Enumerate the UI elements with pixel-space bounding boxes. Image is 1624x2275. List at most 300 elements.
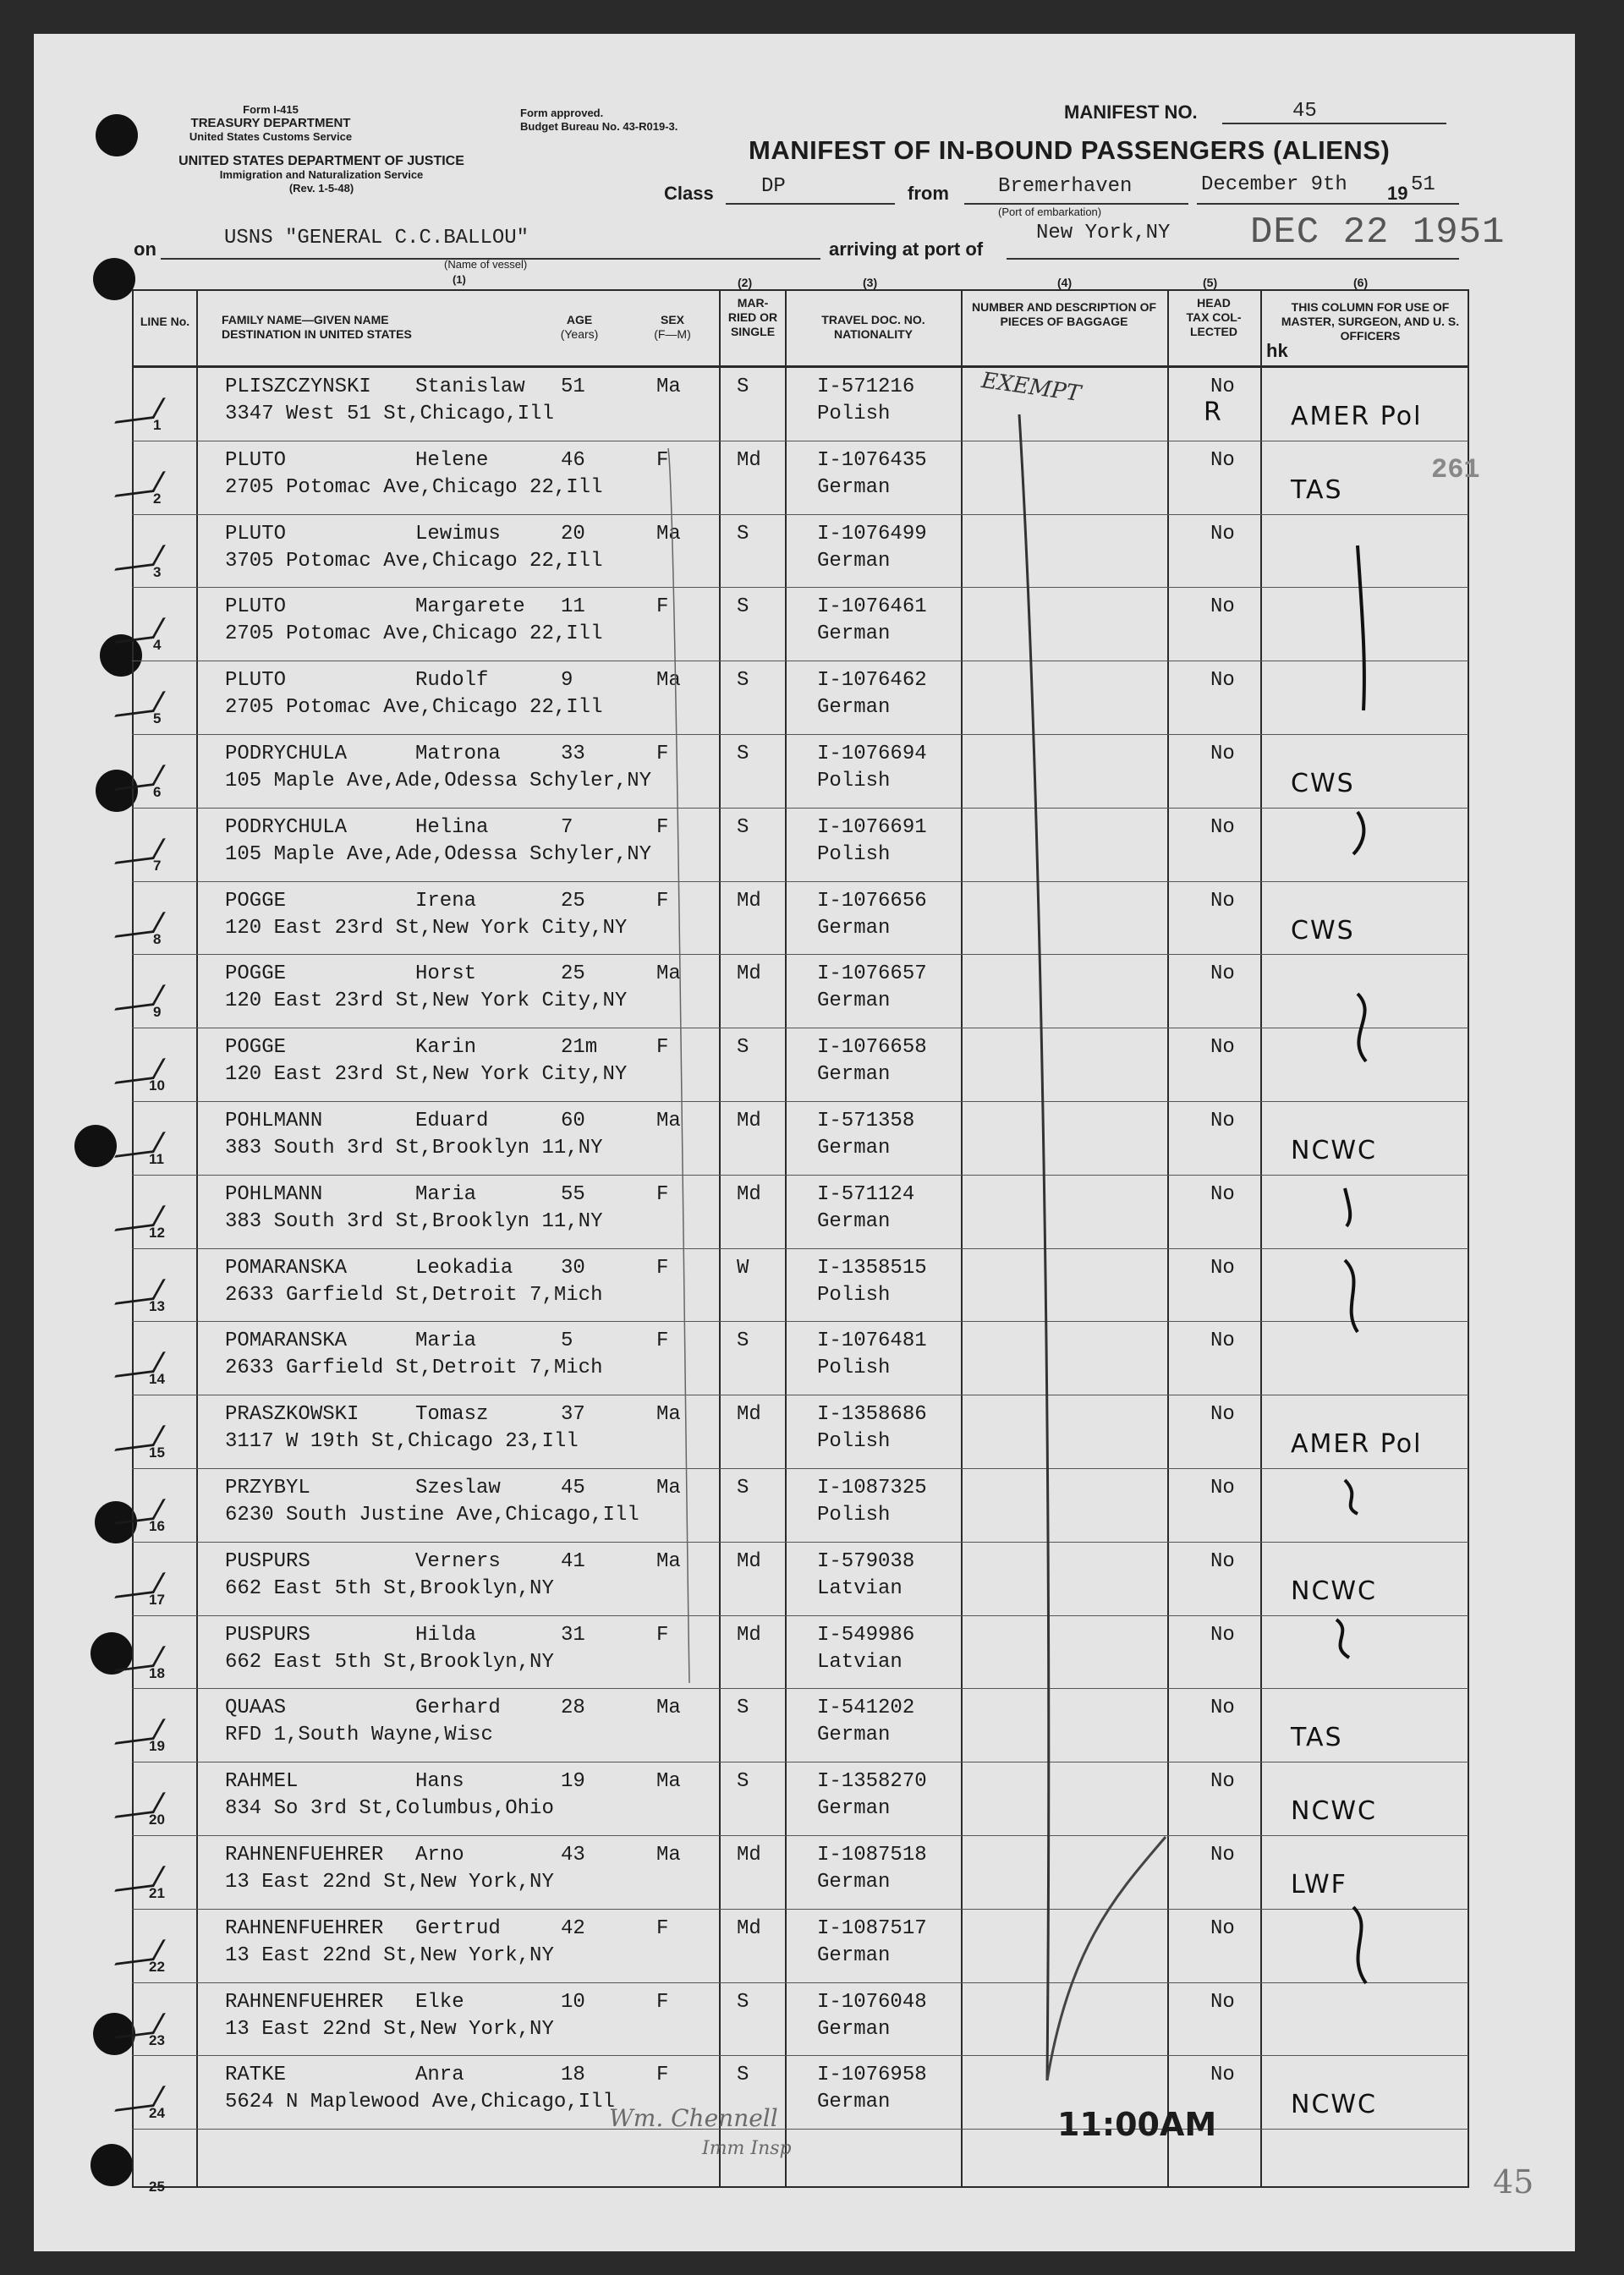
marital-status: S [737, 1770, 749, 1794]
travel-doc: I-1076656 [817, 889, 927, 913]
nationality: German [817, 1724, 891, 1747]
travel-doc: I-1076657 [817, 962, 927, 986]
col-remarks-header: THIS COLUMN FOR USE OF MASTER, SURGEON, AND U. S. OFFICERS [1281, 300, 1460, 343]
arrival-port: New York,NY [1036, 222, 1171, 244]
head-tax: No [1210, 1697, 1235, 1720]
destination: 834 So 3rd St,Columbus,Ohio [225, 1797, 554, 1821]
family-name: RAHNENFUEHRER [225, 1916, 384, 1940]
col-num: (4) [1057, 276, 1073, 289]
family-name: PUSPURS [225, 1549, 310, 1573]
sex: F [656, 743, 669, 765]
line-number: 2 [153, 490, 162, 507]
line-number: 7 [153, 857, 162, 874]
marital-status: Md [737, 1623, 761, 1647]
line-number: 15 [149, 1444, 165, 1461]
officer-remark: NCWC [1291, 2090, 1377, 2120]
age: 25 [561, 962, 585, 986]
marital-status: S [737, 669, 749, 693]
given-name: Maria [415, 1329, 477, 1353]
sex: F [656, 595, 669, 619]
head-tax: No [1210, 889, 1235, 913]
port-embarkation-caption: (Port of embarkation) [998, 206, 1102, 218]
marital-status: S [737, 743, 749, 765]
sex: F [656, 815, 669, 839]
vessel-name: USNS "GENERAL C.C.BALLOU" [224, 227, 529, 249]
destination: 120 East 23rd St,New York City,NY [225, 916, 628, 940]
given-name: Tomasz [415, 1403, 489, 1427]
officer-remark: TAS [1291, 474, 1343, 505]
given-name: Maria [415, 1182, 477, 1206]
given-name: Helene [415, 448, 489, 472]
destination: 383 South 3rd St,Brooklyn 11,NY [225, 1209, 603, 1233]
family-name: POMARANSKA [225, 1256, 348, 1280]
nationality: Polish [817, 1357, 891, 1380]
family-name: RATKE [225, 2064, 287, 2087]
ditto-mark [1358, 545, 1364, 710]
line-number: 19 [149, 1738, 165, 1755]
marital-status: S [737, 2064, 749, 2087]
family-name: POMARANSKA [225, 1329, 348, 1353]
family-name: PODRYCHULA [225, 815, 348, 839]
ditto-mark [1353, 812, 1363, 854]
age: 37 [561, 1403, 585, 1427]
col-sex-title: SEX [660, 313, 684, 326]
travel-doc: I-1076658 [817, 1036, 927, 1060]
travel-doc: I-1076048 [817, 1990, 927, 2014]
col-name-title: FAMILY NAME—GIVEN NAME [222, 313, 389, 326]
age: 19 [561, 1770, 585, 1794]
page-number: 45 [1493, 2163, 1534, 2201]
nationality: Polish [817, 403, 891, 425]
sex: Ma [656, 1844, 681, 1867]
col-destination-title: DESTINATION IN UNITED STATES [222, 327, 412, 341]
marital-status: S [737, 1697, 749, 1720]
family-name: RAHNENFUEHRER [225, 1990, 384, 2014]
line-number: 13 [149, 1297, 165, 1314]
class-label: Class [664, 183, 714, 204]
given-name: Irena [415, 889, 477, 913]
col-headtax-header: HEAD TAX COL- LECTED [1186, 296, 1242, 338]
vessel-caption: (Name of vessel) [444, 258, 528, 271]
marital-status: Md [737, 1844, 761, 1867]
family-name: PLISZCZYNSKI [225, 376, 371, 398]
given-name: Szeslaw [415, 1477, 501, 1499]
age: 31 [561, 1623, 585, 1647]
col-age-title: AGE [566, 313, 593, 326]
line-number: 20 [149, 1812, 165, 1828]
justice-dept: UNITED STATES DEPARTMENT OF JUSTICE [178, 154, 464, 168]
destination: 2705 Potomac Ave,Chicago 22,Ill [225, 475, 603, 499]
destination: RFD 1,South Wayne,Wisc [225, 1724, 493, 1747]
stamp-number: 261 [1431, 454, 1480, 485]
nationality: German [817, 916, 891, 940]
age: 46 [561, 448, 585, 472]
sex: F [656, 1990, 669, 2014]
family-name: RAHMEL [225, 1770, 299, 1794]
sex: Ma [656, 962, 681, 986]
head-tax: No [1210, 1770, 1235, 1794]
age: 51 [561, 376, 585, 398]
line-number: 9 [153, 1004, 162, 1021]
nationality: Latvian [817, 1576, 903, 1600]
sex: F [656, 1256, 669, 1280]
head-tax: No [1210, 2064, 1235, 2087]
age: 21m [561, 1036, 598, 1060]
head-tax: No [1210, 1477, 1235, 1499]
marital-status: S [737, 1990, 749, 2014]
marital-status: S [737, 522, 749, 545]
family-name: PUSPURS [225, 1623, 310, 1647]
baggage-check-stroke [1047, 1837, 1166, 2080]
ditto-mark [1345, 1188, 1350, 1226]
marital-status: Md [737, 889, 761, 913]
head-tax: No [1210, 1916, 1235, 1940]
line-number: 10 [149, 1077, 165, 1094]
destination: 105 Maple Ave,Ade,Odessa Schyler,NY [225, 770, 652, 792]
marital-status: Md [737, 1916, 761, 1940]
ditto-mark [1345, 1480, 1358, 1514]
on-label: on [134, 238, 156, 260]
sex: F [656, 1623, 669, 1647]
destination: 13 East 22nd St,New York,NY [225, 1943, 554, 1967]
officer-remark: NCWC [1291, 1576, 1377, 1606]
age: 28 [561, 1697, 585, 1720]
age: 25 [561, 889, 585, 913]
destination: 105 Maple Ave,Ade,Odessa Schyler,NY [225, 842, 652, 866]
destination: 2633 Garfield St,Detroit 7,Mich [225, 1357, 603, 1380]
officer-remark: CWS [1291, 915, 1355, 946]
marital-status: S [737, 1036, 749, 1060]
age: 10 [561, 1990, 585, 2014]
col-marital-header: MAR- RIED OR SINGLE [727, 296, 778, 338]
marital-status: Md [737, 1182, 761, 1206]
from-label: from [908, 183, 949, 204]
head-tax: No [1210, 669, 1235, 693]
ditto-mark [1353, 1907, 1366, 1983]
given-name: Arno [415, 1844, 464, 1867]
sex: Ma [656, 1477, 681, 1499]
travel-doc: I-571358 [817, 1110, 915, 1132]
nationality: German [817, 696, 891, 720]
age: 20 [561, 522, 585, 545]
travel-doc: I-1087518 [817, 1844, 927, 1867]
head-tax: No [1210, 815, 1235, 839]
exempt-note: EXEMPT [979, 367, 1083, 408]
line-number: 3 [153, 563, 162, 580]
travel-doc: I-1076691 [817, 815, 927, 839]
destination: 6230 South Justine Ave,Chicago,Ill [225, 1504, 639, 1527]
destination: 13 East 22nd St,New York,NY [225, 1871, 554, 1894]
sex: F [656, 2064, 669, 2087]
line-number: 18 [149, 1664, 165, 1681]
destination: 13 East 22nd St,New York,NY [225, 2017, 554, 2041]
nationality: German [817, 1063, 891, 1087]
form-approved: Form approved. [520, 107, 604, 119]
hk-note: hk [1266, 340, 1288, 361]
ditto-mark [1358, 994, 1366, 1061]
col-age-sub: (Years) [560, 327, 599, 341]
travel-doc: I-541202 [817, 1697, 915, 1720]
sex: F [656, 1036, 669, 1060]
age: 30 [561, 1256, 585, 1280]
footer-inspector-title: Imm Insp [702, 2138, 792, 2159]
given-name: Rudolf [415, 669, 489, 693]
destination: 120 East 23rd St,New York City,NY [225, 1063, 628, 1087]
age: 55 [561, 1182, 585, 1206]
given-name: Gerhard [415, 1697, 501, 1720]
line-number: 8 [153, 930, 162, 947]
head-tax: No [1210, 1256, 1235, 1280]
given-name: Margarete [415, 595, 525, 619]
sex: F [656, 1329, 669, 1353]
family-name: PLUTO [225, 669, 287, 693]
manifest-no-label: MANIFEST NO. [1064, 101, 1198, 123]
col-travel-header: TRAVEL DOC. NO. NATIONALITY [821, 313, 925, 341]
given-name: Horst [415, 962, 477, 986]
given-name: Lewimus [415, 522, 501, 545]
travel-doc: I-1087517 [817, 1916, 927, 1940]
line-number: 12 [149, 1224, 165, 1241]
marital-status: Md [737, 1549, 761, 1573]
sex: F [656, 889, 669, 913]
nationality: German [817, 1797, 891, 1821]
col-sex-sub: (F—M) [654, 327, 691, 341]
given-name: Leokadia [415, 1256, 513, 1280]
line-number: 1 [153, 417, 162, 433]
family-name: PODRYCHULA [225, 743, 348, 765]
class-value: DP [761, 175, 786, 198]
from-value: Bremerhaven [998, 175, 1133, 198]
head-tax: No [1210, 1110, 1235, 1132]
ditto-mark [1336, 1620, 1349, 1658]
travel-doc: I-1076435 [817, 448, 927, 472]
destination: 120 East 23rd St,New York City,NY [225, 989, 628, 1013]
travel-doc: I-579038 [817, 1549, 915, 1573]
destination: 2633 Garfield St,Detroit 7,Mich [225, 1283, 603, 1307]
travel-doc: I-1076461 [817, 595, 927, 619]
line-number: 11 [149, 1151, 164, 1167]
line-number: 24 [149, 2105, 165, 2122]
sex: Ma [656, 376, 681, 398]
footer-inspector: Wm. Chennell [609, 2104, 778, 2132]
sex: Ma [656, 1549, 681, 1573]
page-title: MANIFEST OF IN-BOUND PASSENGERS (ALIENS) [749, 135, 1391, 165]
nationality: Polish [817, 1430, 891, 1454]
year-value: 51 [1411, 173, 1435, 196]
age: 5 [561, 1329, 573, 1353]
line-number: 25 [149, 2179, 165, 2196]
destination: 3705 Potomac Ave,Chicago 22,Ill [225, 549, 603, 573]
destination: 5624 N Maplewood Ave,Chicago,Ill [225, 2091, 615, 2114]
line-number: 14 [149, 1371, 165, 1388]
col-num: (2) [738, 276, 753, 289]
line-number: 4 [153, 637, 162, 654]
line-number: 22 [149, 1958, 165, 1975]
given-name: Elke [415, 1990, 464, 2014]
travel-doc: I-1358515 [817, 1256, 927, 1280]
tax-mark: R [1204, 397, 1223, 427]
nationality: Polish [817, 842, 891, 866]
head-tax: No [1210, 522, 1235, 545]
customs-service: United States Customs Service [189, 130, 353, 143]
marital-status: Md [737, 448, 761, 472]
age: 60 [561, 1110, 585, 1132]
given-name: Verners [415, 1549, 501, 1573]
head-tax: No [1210, 962, 1235, 986]
nationality: German [817, 549, 891, 573]
marital-status: W [737, 1256, 749, 1280]
travel-doc: I-1076694 [817, 743, 927, 765]
line-number: 23 [149, 2031, 165, 2048]
col-num: (5) [1203, 276, 1218, 289]
line-number: 21 [149, 1885, 165, 1901]
travel-doc: I-1358686 [817, 1403, 927, 1427]
age: 42 [561, 1916, 585, 1940]
age: 9 [561, 669, 573, 693]
ditto-mark [1345, 1260, 1358, 1332]
age: 11 [561, 595, 585, 619]
travel-doc: I-1076499 [817, 522, 927, 545]
destination: 383 South 3rd St,Brooklyn 11,NY [225, 1137, 603, 1159]
head-tax: No [1210, 1549, 1235, 1573]
footer-time: 11:00AM [1057, 2106, 1217, 2143]
officer-remark: NCWC [1291, 1796, 1377, 1827]
destination: 662 East 5th St,Brooklyn,NY [225, 1576, 554, 1600]
sex: Ma [656, 1110, 681, 1132]
sex: Ma [656, 1770, 681, 1794]
family-name: POHLMANN [225, 1110, 323, 1132]
sex: Ma [656, 1697, 681, 1720]
age: 7 [561, 815, 573, 839]
given-name: Hans [415, 1770, 464, 1794]
line-number: 17 [149, 1591, 165, 1608]
travel-doc: I-549986 [817, 1623, 915, 1647]
given-name: Helina [415, 815, 489, 839]
destination: 2705 Potomac Ave,Chicago 22,Ill [225, 696, 603, 720]
head-tax: No [1210, 1844, 1235, 1867]
marital-status: S [737, 595, 749, 619]
head-tax: No [1210, 376, 1235, 398]
family-name: PRZYBYL [225, 1477, 310, 1499]
given-name: Eduard [415, 1110, 489, 1132]
nationality: German [817, 1137, 891, 1159]
destination: 3117 W 19th St,Chicago 23,Ill [225, 1430, 579, 1454]
nationality: Polish [817, 1504, 891, 1527]
head-tax: No [1210, 448, 1235, 472]
year-prefix: 19 [1387, 183, 1408, 204]
head-tax: No [1210, 1623, 1235, 1647]
officer-remark: TAS [1291, 1723, 1343, 1753]
col-line-header: LINE No. [140, 315, 190, 328]
sex: F [656, 448, 669, 472]
officer-remark: NCWC [1291, 1136, 1377, 1165]
family-name: PLUTO [225, 522, 287, 545]
travel-doc: I-571216 [817, 376, 915, 398]
marital-status: S [737, 1477, 749, 1499]
baggage-exempt-line [1019, 414, 1049, 2080]
given-name: Karin [415, 1036, 477, 1060]
head-tax: No [1210, 743, 1235, 765]
head-tax: No [1210, 1036, 1235, 1060]
nationality: Polish [817, 770, 891, 792]
budget-bureau: Budget Bureau No. 43-R019-3. [520, 120, 678, 133]
head-tax: No [1210, 1329, 1235, 1353]
officer-remark: LWF [1291, 1870, 1347, 1899]
ins-service: Immigration and Naturalization Service [219, 168, 424, 181]
age: 43 [561, 1844, 585, 1867]
treasury-dept: TREASURY DEPARTMENT [190, 116, 351, 130]
vessel-col-num: (1) [453, 273, 466, 286]
family-name: PLUTO [225, 595, 287, 619]
margin-pencil-line [668, 448, 689, 1683]
head-tax: No [1210, 1182, 1235, 1206]
sex: Ma [656, 669, 681, 693]
col-num: (6) [1353, 276, 1369, 289]
destination: 2705 Potomac Ave,Chicago 22,Ill [225, 622, 603, 646]
family-name: POGGE [225, 1036, 287, 1060]
nationality: Polish [817, 1283, 891, 1307]
travel-doc: I-1076958 [817, 2064, 927, 2087]
given-name: Matrona [415, 743, 501, 765]
date-stamp: DEC 22 1951 [1250, 211, 1506, 254]
nationality: German [817, 1871, 891, 1894]
date-value: December 9th [1201, 173, 1347, 196]
given-name: Stanislaw [415, 376, 525, 398]
line-number: 6 [153, 784, 162, 800]
marital-status: Md [737, 1110, 761, 1132]
head-tax: No [1210, 595, 1235, 619]
destination: 3347 West 51 St,Chicago,Ill [225, 403, 554, 425]
destination: 662 East 5th St,Brooklyn,NY [225, 1650, 554, 1674]
marital-status: S [737, 1329, 749, 1353]
marital-status: S [737, 376, 749, 398]
marital-status: Md [737, 1403, 761, 1427]
sex: F [656, 1182, 669, 1206]
marital-status: Md [737, 962, 761, 986]
family-name: PLUTO [225, 448, 287, 472]
given-name: Gertrud [415, 1916, 501, 1940]
officer-remark: CWS [1291, 769, 1355, 798]
arriving-label: arriving at port of [829, 238, 984, 260]
officer-remark: AMER Pol [1291, 402, 1423, 431]
family-name: POGGE [225, 962, 287, 986]
travel-doc: I-1087325 [817, 1477, 927, 1499]
col-num: (3) [863, 276, 878, 289]
age: 41 [561, 1549, 585, 1573]
sex: F [656, 1916, 669, 1940]
sex: Ma [656, 522, 681, 545]
travel-doc: I-1076462 [817, 669, 927, 693]
nationality: German [817, 1943, 891, 1967]
form-revision: (Rev. 1-5-48) [288, 182, 354, 195]
travel-doc: I-571124 [817, 1182, 915, 1206]
travel-doc: I-1358270 [817, 1770, 927, 1794]
col-baggage-header: NUMBER AND DESCRIPTION OF PIECES OF BAGGAGE [971, 300, 1157, 328]
age: 33 [561, 743, 585, 765]
age: 18 [561, 2064, 585, 2087]
nationality: Latvian [817, 1650, 903, 1674]
family-name: POGGE [225, 889, 287, 913]
head-tax: No [1210, 1990, 1235, 2014]
head-tax: No [1210, 1403, 1235, 1427]
nationality: German [817, 989, 891, 1013]
family-name: RAHNENFUEHRER [225, 1844, 384, 1867]
line-number: 5 [153, 710, 162, 727]
line-number: 16 [149, 1518, 165, 1534]
marital-status: S [737, 815, 749, 839]
nationality: German [817, 622, 891, 646]
family-name: PRASZKOWSKI [225, 1403, 359, 1427]
